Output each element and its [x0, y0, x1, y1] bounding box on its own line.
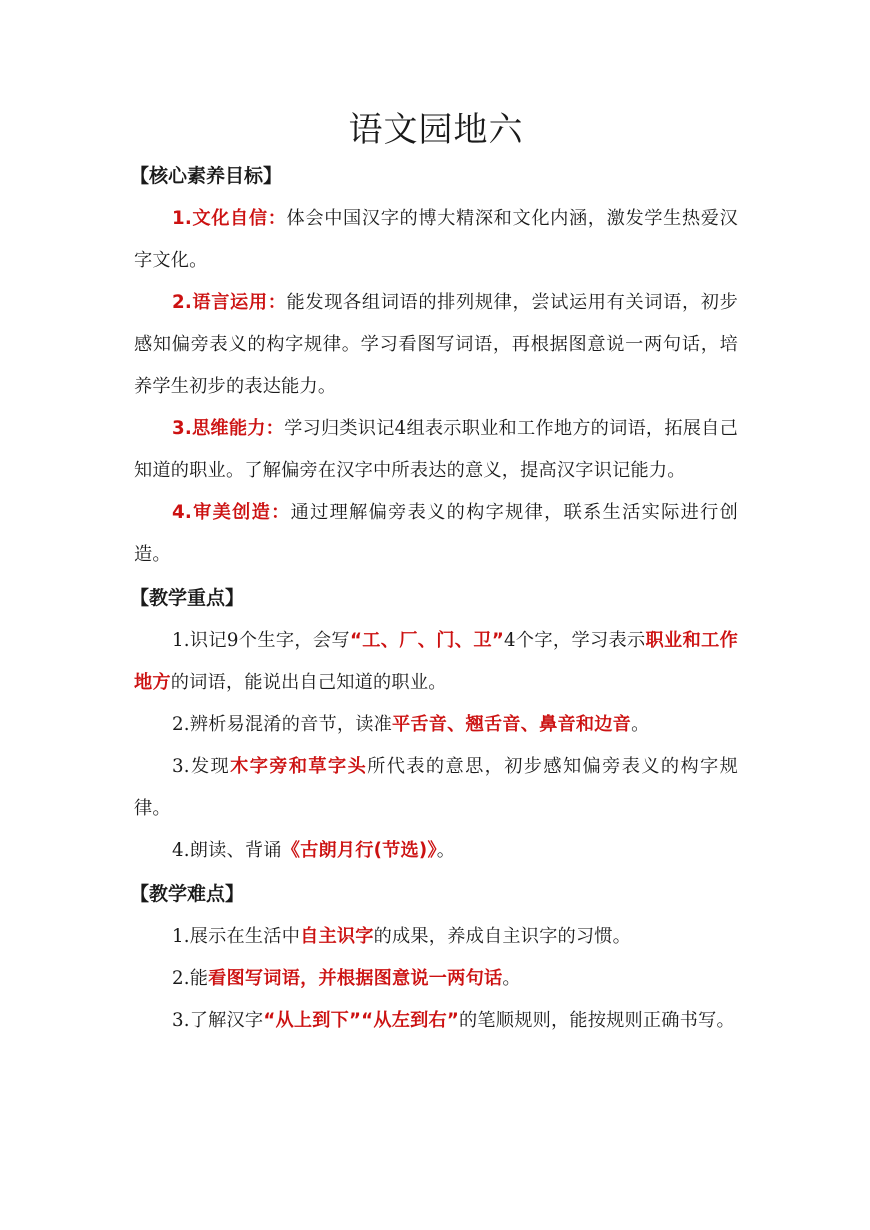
highlight-text: 职业和工作地方 — [134, 630, 738, 693]
item-text: 。 — [502, 968, 521, 989]
difficulty-item — [134, 958, 738, 1000]
section-difficulties — [130, 872, 738, 1042]
section-key-points — [130, 576, 738, 872]
goal-text: 能发现各组词语的排列规律，尝试运用有关词语，初步感知偏旁表义的构字规律。学习看图写词语，再根据图意说一两句话，培养学生初步的表达能力。 — [134, 292, 738, 397]
highlight-text: 木字旁和草字头 — [230, 756, 368, 777]
item-text: 3.发现 — [172, 756, 231, 777]
section-heading: 【核心素养目标】 — [130, 165, 283, 187]
page-title: 语文园地六 — [348, 110, 524, 150]
section-heading: 【教学重点】 — [130, 587, 245, 609]
key-point-item — [134, 704, 738, 746]
highlight-text: 看图写词语，并根据图意说一两句话 — [208, 968, 503, 989]
key-point-item — [134, 830, 738, 872]
item-text: 的成果，养成自主识字的习惯。 — [373, 926, 632, 947]
item-text: 1.识记9个生字，会写 — [172, 630, 350, 651]
key-point-item — [134, 620, 738, 704]
goal-item — [134, 408, 738, 492]
highlight-text: “工、厂、门、卫” — [349, 630, 504, 651]
goal-text: 体会中国汉字的博大精深和文化内涵，激发学生热爱汉字文化。 — [134, 208, 738, 271]
goal-label: 2.语言运用： — [172, 292, 287, 313]
item-text: 4个字，学习表示 — [504, 630, 646, 651]
goal-item — [134, 282, 738, 408]
highlight-text: 自主识字 — [300, 926, 374, 947]
highlight-text: “从上到下”“从左到右” — [263, 1010, 460, 1031]
highlight-text: 《古朗月行(节选)》 — [281, 840, 437, 861]
goal-text: 通过理解偏旁表义的构字规律，联系生活实际进行创造。 — [134, 502, 738, 565]
difficulty-item — [134, 916, 738, 958]
item-text: 2.辨析易混淆的音节，读准 — [172, 714, 393, 735]
item-text: 2.能 — [172, 968, 209, 989]
key-point-item — [134, 746, 738, 830]
item-text: 的词语，能说出自己知道的职业。 — [170, 672, 447, 693]
item-text: 4.朗读、背诵 — [172, 840, 282, 861]
item-text: 。 — [436, 840, 456, 861]
section-heading: 【教学难点】 — [130, 883, 245, 905]
goal-label: 3.思维能力： — [172, 418, 285, 439]
item-text: 。 — [631, 714, 650, 735]
item-text: 3.了解汉字 — [172, 1010, 264, 1031]
goal-label: 1.文化自信： — [172, 208, 287, 229]
difficulty-item — [134, 1000, 738, 1042]
item-text: 的笔顺规则，能按规则正确书写。 — [459, 1010, 735, 1031]
goal-item — [134, 198, 738, 282]
item-text: 1.展示在生活中 — [172, 926, 301, 947]
goal-text: 学习归类识记4组表示职业和工作地方的词语，拓展自己知道的职业。了解偏旁在汉字中所表达的意义，提高汉字识记能力。 — [134, 418, 738, 481]
item-text: 所代表的意思，初步感知偏旁表义的构字规律。 — [134, 756, 738, 819]
goal-label: 4.审美创造： — [172, 502, 291, 523]
highlight-text: 平舌音、翘舌音、鼻音和边音 — [392, 714, 632, 735]
goal-item — [134, 492, 738, 576]
section-core-goals — [130, 154, 738, 576]
